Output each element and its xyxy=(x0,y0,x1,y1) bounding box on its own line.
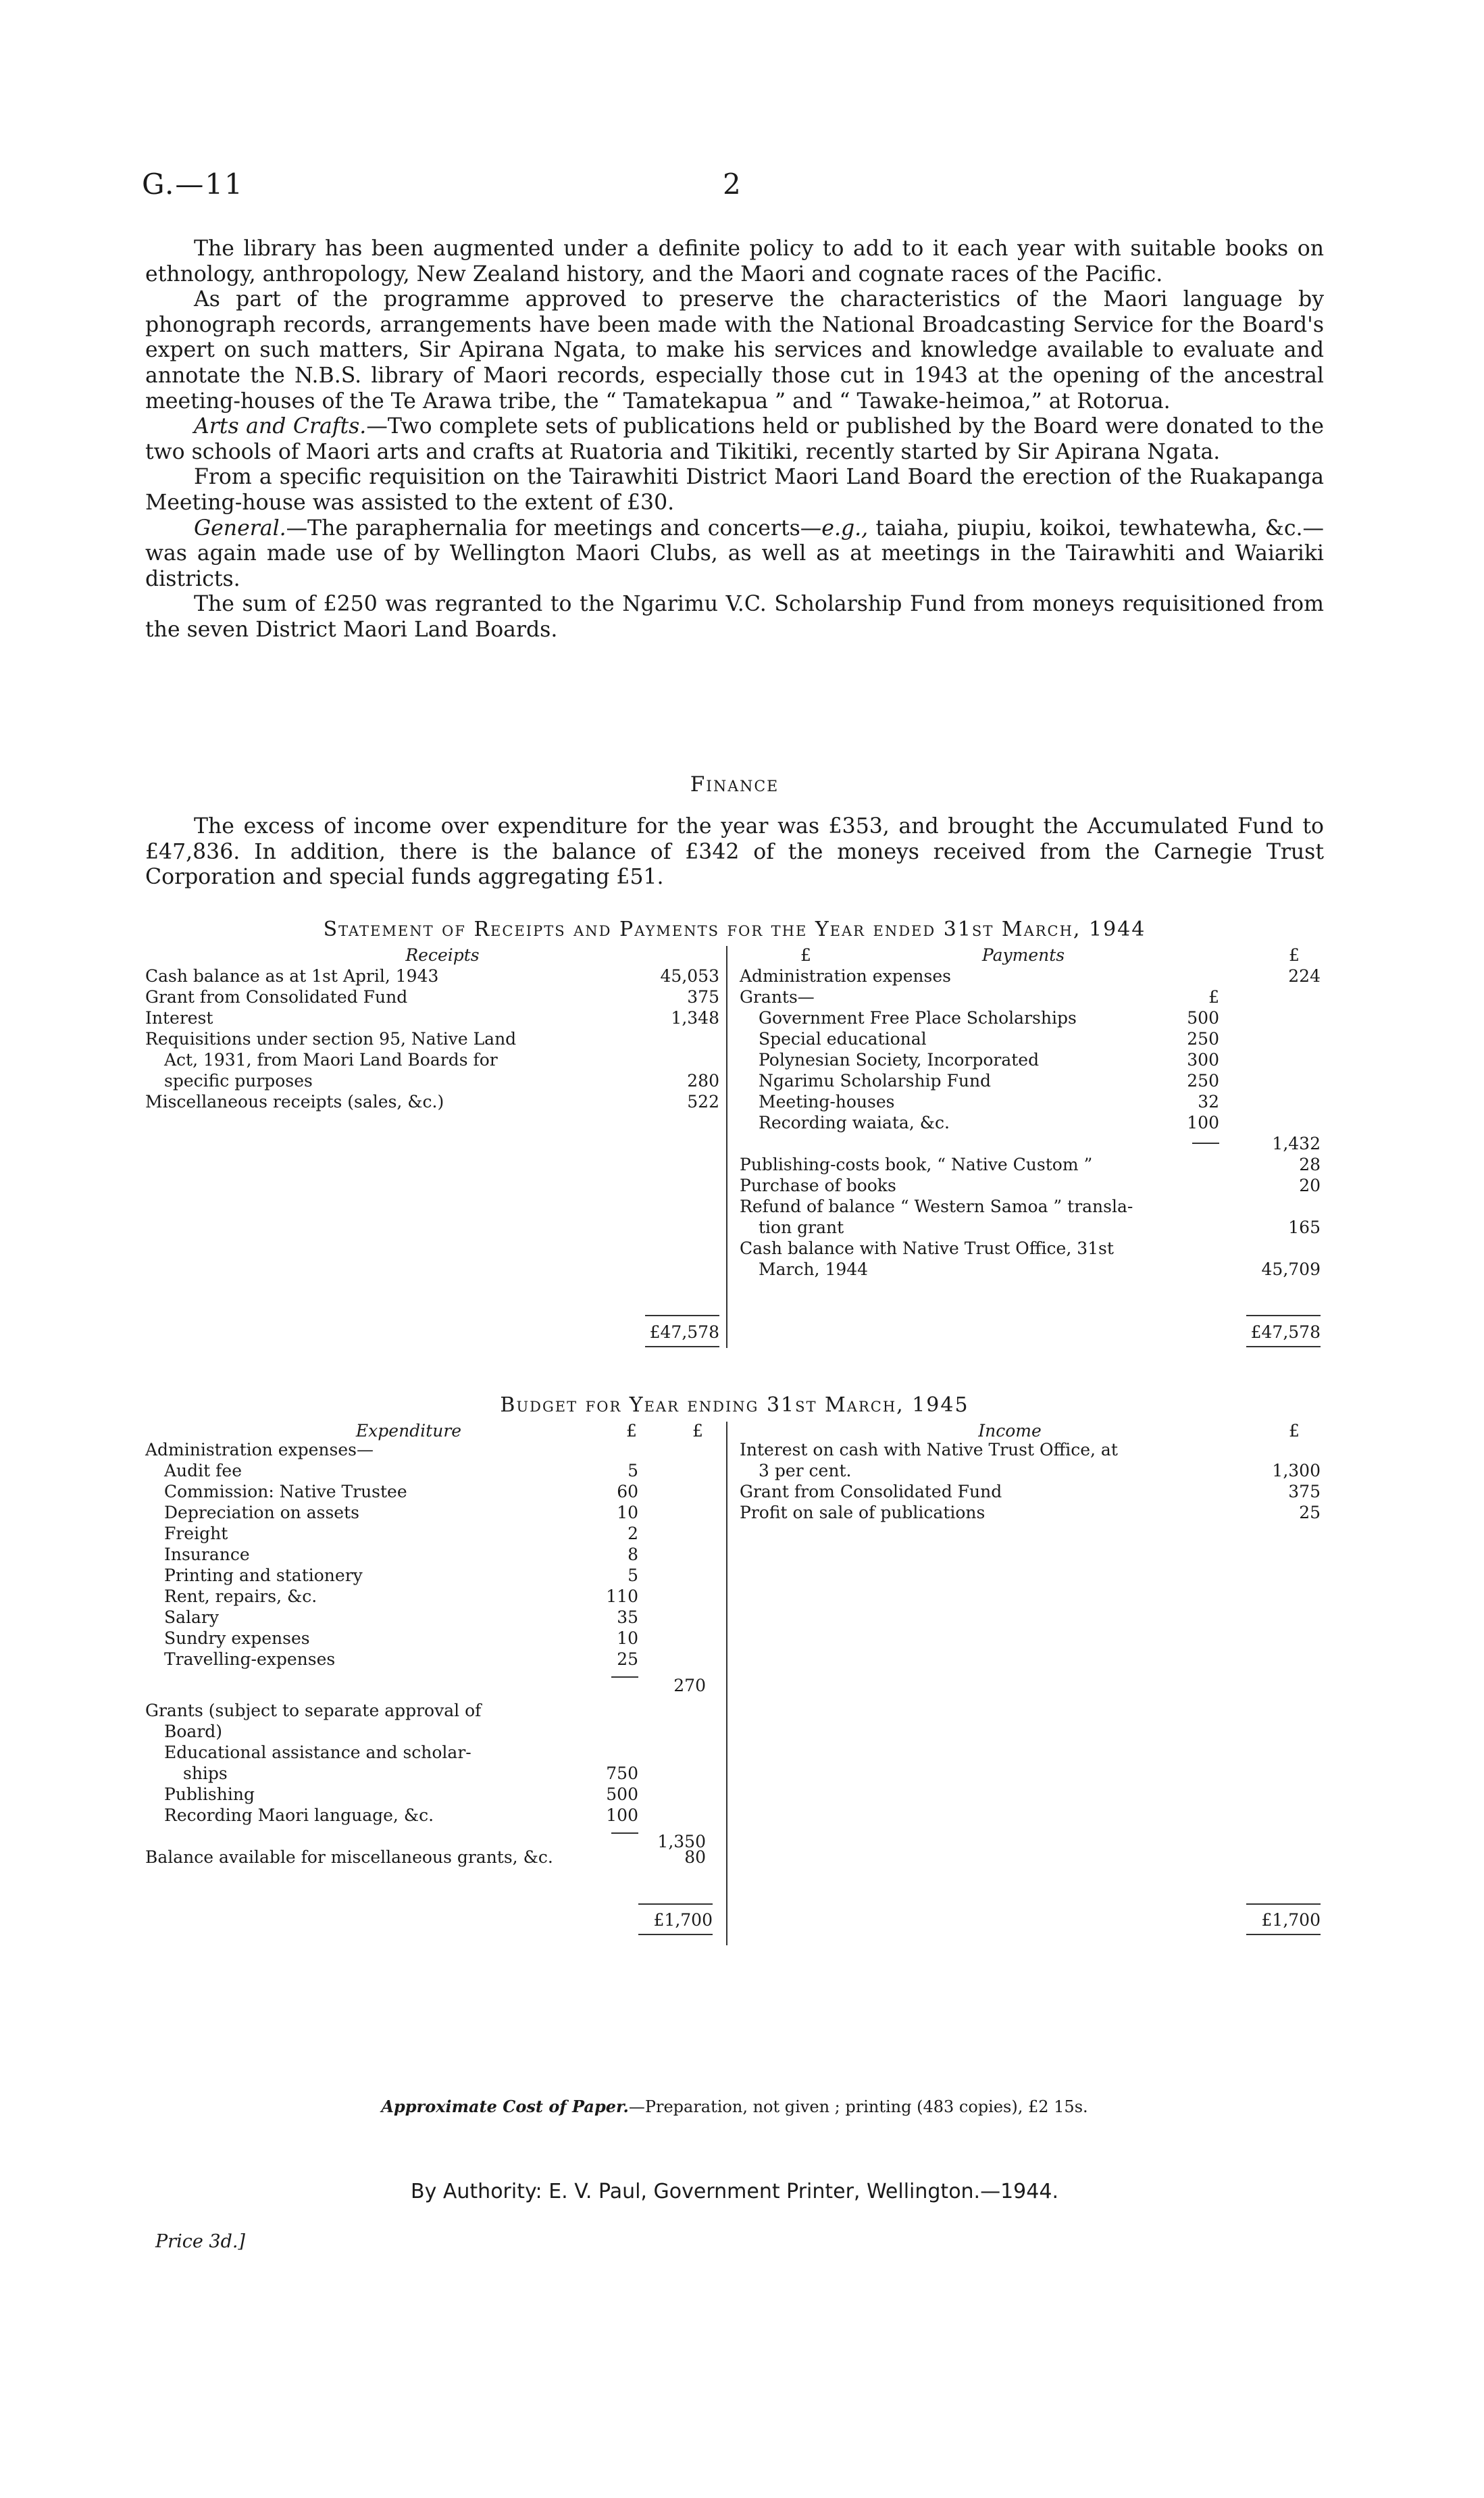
income-row xyxy=(740,1481,1321,1502)
expenditure-row xyxy=(145,1628,713,1649)
expenditure-total: £1,700 xyxy=(653,1910,713,1930)
column-divider xyxy=(726,1422,727,1945)
grants-subtotal: 1,350 xyxy=(657,1832,706,1851)
grant-label: Meeting-houses xyxy=(759,1092,895,1111)
payment-amount: 20 xyxy=(1299,1176,1321,1195)
grant-row xyxy=(740,1028,1321,1049)
payment-amount: 45,709 xyxy=(1261,1259,1321,1279)
finance-paragraph: The excess of income over expenditure for the year was £353, and brought the Accumulated Fund to £47,836. In addition, there is the balance of £342 of the moneys received from the Carnegie Trust Corporation and special funds aggregating £51. xyxy=(145,814,1324,890)
payment-amount: 165 xyxy=(1288,1218,1321,1237)
expenditure-row xyxy=(145,1847,713,1868)
grant-label: Recording waiata, &c. xyxy=(759,1113,950,1132)
payments-header: Payments xyxy=(981,945,1065,965)
paragraph-general xyxy=(145,516,1324,593)
grant-amount: 500 xyxy=(1187,1008,1219,1028)
income-row xyxy=(740,1460,1321,1481)
expenditure-amount: 35 xyxy=(617,1607,638,1627)
receipt-label: Cash balance as at 1st April, 1943 xyxy=(145,966,439,986)
expenditure-row xyxy=(145,1460,713,1481)
payment-amount: 224 xyxy=(1288,966,1321,986)
finance-text xyxy=(145,814,1324,891)
general-body-b: taiaha, piupiu, koikoi, tewhatewha, &c.—was again made use of by Wellington Maori Clubs, as well as at meetings in the Tairawhiti and Waiariki districts. xyxy=(145,516,1324,591)
expenditure-label: Board) xyxy=(164,1722,223,1741)
expenditure-amount: 8 xyxy=(628,1545,638,1564)
expenditure-label: Freight xyxy=(164,1524,228,1543)
receipt-label: Grant from Consolidated Fund xyxy=(145,987,408,1007)
receipts-total: £47,578 xyxy=(649,1322,719,1342)
payment-label: March, 1944 xyxy=(759,1259,869,1279)
expenditure-label: Balance available for miscellaneous grants, &c. xyxy=(145,1847,553,1867)
payment-amount: 28 xyxy=(1299,1155,1321,1174)
expenditure-row xyxy=(145,1700,713,1721)
general-lead: General. xyxy=(194,516,286,541)
grant-amount: 250 xyxy=(1187,1029,1219,1049)
receipt-row xyxy=(145,1028,719,1049)
receipt-amount: 1,348 xyxy=(671,1008,719,1028)
paragraph-ngarimu: The sum of £250 was regranted to the Ngarimu V.C. Scholarship Fund from moneys requisitioned from the seven District Maori Land Boards. xyxy=(145,592,1324,642)
payment-row xyxy=(740,1196,1321,1217)
page-number: 2 xyxy=(723,168,741,201)
budget-table xyxy=(145,1420,1324,1995)
receipt-label: Miscellaneous receipts (sales, &c.) xyxy=(145,1092,444,1111)
payment-label: Purchase of books xyxy=(740,1176,896,1195)
grant-label: Polynesian Society, Incorporated xyxy=(759,1050,1040,1070)
expenditure-label: Printing and stationery xyxy=(164,1566,363,1585)
payment-row xyxy=(740,1133,1321,1154)
column-divider xyxy=(726,946,727,1348)
expenditure-amount: 750 xyxy=(606,1764,638,1783)
expenditure-label: ships xyxy=(183,1764,228,1783)
payment-row xyxy=(740,1259,1321,1280)
expenditure-row xyxy=(145,1565,713,1586)
price-note: Price 3d.] xyxy=(155,2231,245,2252)
grant-label: Ngarimu Scholarship Fund xyxy=(759,1071,992,1091)
arts-crafts-body: —Two complete sets of publications held or published by the Board were donated to the two schools of Maori arts and crafts at Ruatoria and Tikitiki, recently started by Sir Apirana Ngata. xyxy=(145,414,1324,464)
expenditure-row xyxy=(145,1721,713,1742)
receipt-row xyxy=(145,1070,719,1091)
receipt-row xyxy=(145,986,719,1007)
receipt-amount: 280 xyxy=(687,1071,719,1091)
payment-row xyxy=(740,986,1321,1007)
cost-text: —Preparation, not given ; printing (483 copies), £2 15s. xyxy=(628,2097,1088,2116)
income-row xyxy=(740,1439,1321,1460)
expenditure-row xyxy=(145,1649,713,1670)
expenditure-row xyxy=(145,1784,713,1805)
paragraph-meeting-house: From a specific requisition on the Tairawhiti District Maori Land Board the erection of the Ruakapanga Meeting-house was assisted to the extent of £30. xyxy=(145,465,1324,515)
statement-heading: Statement of Receipts and Payments for the Year ended 31st March, 1944 xyxy=(323,918,1146,941)
expenditure-row xyxy=(145,1586,713,1607)
grant-amount: 300 xyxy=(1187,1050,1219,1070)
receipt-amount: 522 xyxy=(687,1092,719,1111)
subtotal-rule xyxy=(611,1832,638,1834)
payments-total: £47,578 xyxy=(1250,1322,1321,1342)
expenditure-row xyxy=(145,1544,713,1565)
income-label: Profit on sale of publications xyxy=(740,1503,986,1522)
expenditure-amount: 60 xyxy=(617,1482,638,1501)
grant-label: Special educational xyxy=(759,1029,927,1049)
general-body-a: —The paraphernalia for meetings and concerts— xyxy=(286,516,822,541)
income-amount: 25 xyxy=(1299,1503,1321,1522)
payment-row xyxy=(740,1217,1321,1238)
expenditure-list xyxy=(145,1439,713,1868)
expenditure-amount: 110 xyxy=(606,1587,638,1606)
income-total: £1,700 xyxy=(1261,1910,1321,1930)
income-header: Income xyxy=(978,1421,1042,1441)
expenditure-row xyxy=(145,1670,713,1695)
expenditure-amount: 2 xyxy=(628,1524,638,1543)
grant-row xyxy=(740,1091,1321,1112)
expenditure-amount: 100 xyxy=(606,1805,638,1825)
expenditure-label: Commission: Native Trustee xyxy=(164,1482,407,1501)
expenditure-label: Rent, repairs, &c. xyxy=(164,1587,317,1606)
payment-label: Refund of balance “ Western Samoa ” transla- xyxy=(740,1197,1133,1216)
income-label: Grant from Consolidated Fund xyxy=(740,1482,1002,1501)
expenditure-row xyxy=(145,1502,713,1523)
expenditure-row xyxy=(145,1742,713,1763)
pound-sign: £ xyxy=(626,1421,637,1441)
grant-row xyxy=(740,1070,1321,1091)
expenditure-row xyxy=(145,1826,713,1851)
expenditure-label: Publishing xyxy=(164,1784,255,1804)
grant-amount: 100 xyxy=(1187,1113,1219,1132)
payment-label: Cash balance with Native Trust Office, 31st xyxy=(740,1239,1114,1258)
expenditure-row xyxy=(145,1523,713,1544)
income-row xyxy=(740,1502,1321,1523)
receipt-amount: 45,053 xyxy=(660,966,719,986)
receipts-list xyxy=(145,966,719,1112)
total-rule xyxy=(645,1346,719,1347)
receipt-row xyxy=(145,1007,719,1028)
receipt-label: specific purposes xyxy=(164,1071,313,1091)
expenditure-amount: 500 xyxy=(606,1784,638,1804)
pound-sign: £ xyxy=(692,1421,703,1441)
grant-row xyxy=(740,1049,1321,1070)
pound-sign: £ xyxy=(1208,987,1219,1007)
expenditure-label: Insurance xyxy=(164,1545,250,1564)
total-rule xyxy=(1246,1934,1321,1935)
grant-amount: 250 xyxy=(1187,1071,1219,1091)
intro-text xyxy=(145,236,1324,643)
expenditure-label: Recording Maori language, &c. xyxy=(164,1805,434,1825)
statement-table xyxy=(145,945,1324,1384)
total-rule xyxy=(645,1315,719,1316)
expenditure-label: Salary xyxy=(164,1607,220,1627)
grant-row xyxy=(740,1007,1321,1028)
expenditure-label: Administration expenses— xyxy=(145,1440,374,1459)
income-list xyxy=(740,1439,1321,1523)
expenditure-amount: 10 xyxy=(617,1628,638,1648)
receipt-label: Interest xyxy=(145,1008,213,1028)
income-label: 3 per cent. xyxy=(759,1461,852,1480)
receipts-header: Receipts xyxy=(405,945,480,965)
total-rule xyxy=(638,1903,713,1905)
payment-label: Administration expenses xyxy=(740,966,951,986)
expenditure-row xyxy=(145,1805,713,1826)
paragraph-phonograph: As part of the programme approved to preserve the characteristics of the Maori language by phonograph records, arrangements have been made with the National Broadcasting Service for the Board's expert on such matters, Sir Apirana Ngata, to make his services and knowledge available to evaluate and annotate the N.B.S. library of Maori records, especially those cut in 1943 at the opening of the ancestral meeting-houses of the Te Arawa tribe, the “ Tamatekapua ” and “ Tawake-heimoa,” at Rotorua. xyxy=(145,287,1324,414)
expenditure-row xyxy=(145,1763,713,1784)
paragraph-library: The library has been augmented under a definite policy to add to it each year with suitable books on ethnology, anthropology, New Zealand history, and the Maori and cognate races of the Pacific. xyxy=(145,236,1324,286)
total-rule xyxy=(1246,1903,1321,1905)
printer-authority: By Authority: E. V. Paul, Government Printer, Wellington.—1944. xyxy=(411,2180,1058,2203)
cost-note xyxy=(145,2097,1324,2116)
expenditure-label: Audit fee xyxy=(164,1461,242,1480)
cost-label: Approximate Cost of Paper. xyxy=(381,2097,629,2116)
expenditure-label: Grants (subject to separate approval of xyxy=(145,1701,482,1720)
income-amount: 375 xyxy=(1288,1482,1321,1501)
expenditure-label: Depreciation on assets xyxy=(164,1503,359,1522)
payments-list xyxy=(740,966,1321,1280)
receipt-row xyxy=(145,1049,719,1070)
total-rule xyxy=(1246,1315,1321,1316)
receipt-row xyxy=(145,1091,719,1112)
total-rule xyxy=(1246,1346,1321,1347)
receipt-amount: 375 xyxy=(687,987,719,1007)
spacer xyxy=(145,1691,713,1700)
expenditure-amount: 5 xyxy=(628,1566,638,1585)
budget-heading: Budget for Year ending 31st March, 1945 xyxy=(500,1393,969,1417)
total-rule xyxy=(638,1934,713,1935)
expenditure-label: Sundry expenses xyxy=(164,1628,310,1648)
page-reference: G.—11 xyxy=(142,168,244,201)
payment-row xyxy=(740,966,1321,986)
expenditure-amount: 10 xyxy=(617,1503,638,1522)
subtotal-rule xyxy=(611,1676,638,1678)
expenditure-label: Educational assistance and scholar- xyxy=(164,1743,471,1762)
subtotal-rule xyxy=(1192,1143,1219,1144)
income-label: Interest on cash with Native Trust Office, at xyxy=(740,1440,1118,1459)
expenditure-row xyxy=(145,1607,713,1628)
expenditure-row xyxy=(145,1481,713,1502)
grant-row xyxy=(740,1112,1321,1133)
pound-sign: £ xyxy=(1289,945,1300,965)
pound-sign: £ xyxy=(800,945,811,965)
finance-heading: Finance xyxy=(690,772,779,797)
admin-subtotal: 270 xyxy=(673,1676,706,1695)
pound-sign: £ xyxy=(1289,1421,1300,1441)
payment-row xyxy=(740,1238,1321,1259)
expenditure-amount: 5 xyxy=(628,1461,638,1480)
general-eg: e.g., xyxy=(821,516,869,541)
grant-amount: 32 xyxy=(1198,1092,1219,1111)
receipt-label: Requisitions under section 95, Native Land xyxy=(145,1029,517,1049)
income-amount: 1,300 xyxy=(1272,1461,1321,1480)
receipt-label: Act, 1931, from Maori Land Boards for xyxy=(164,1050,498,1070)
paragraph-arts-crafts xyxy=(145,414,1324,465)
expenditure-row xyxy=(145,1439,713,1460)
expenditure-header: Expenditure xyxy=(355,1421,462,1441)
grants-subtotal: 1,432 xyxy=(1272,1134,1321,1153)
payment-label: Publishing-costs book, “ Native Custom ” xyxy=(740,1155,1093,1174)
grant-label: Government Free Place Scholarships xyxy=(759,1008,1077,1028)
payment-label: Grants— xyxy=(740,987,815,1007)
expenditure-amount: 80 xyxy=(684,1847,706,1867)
payment-row xyxy=(740,1175,1321,1196)
expenditure-label: Travelling-expenses xyxy=(164,1649,336,1669)
expenditure-amount: 25 xyxy=(617,1649,638,1669)
payment-label: tion grant xyxy=(759,1218,844,1237)
payment-row xyxy=(740,1154,1321,1175)
arts-crafts-lead: Arts and Crafts. xyxy=(194,414,367,439)
receipt-row xyxy=(145,966,719,986)
